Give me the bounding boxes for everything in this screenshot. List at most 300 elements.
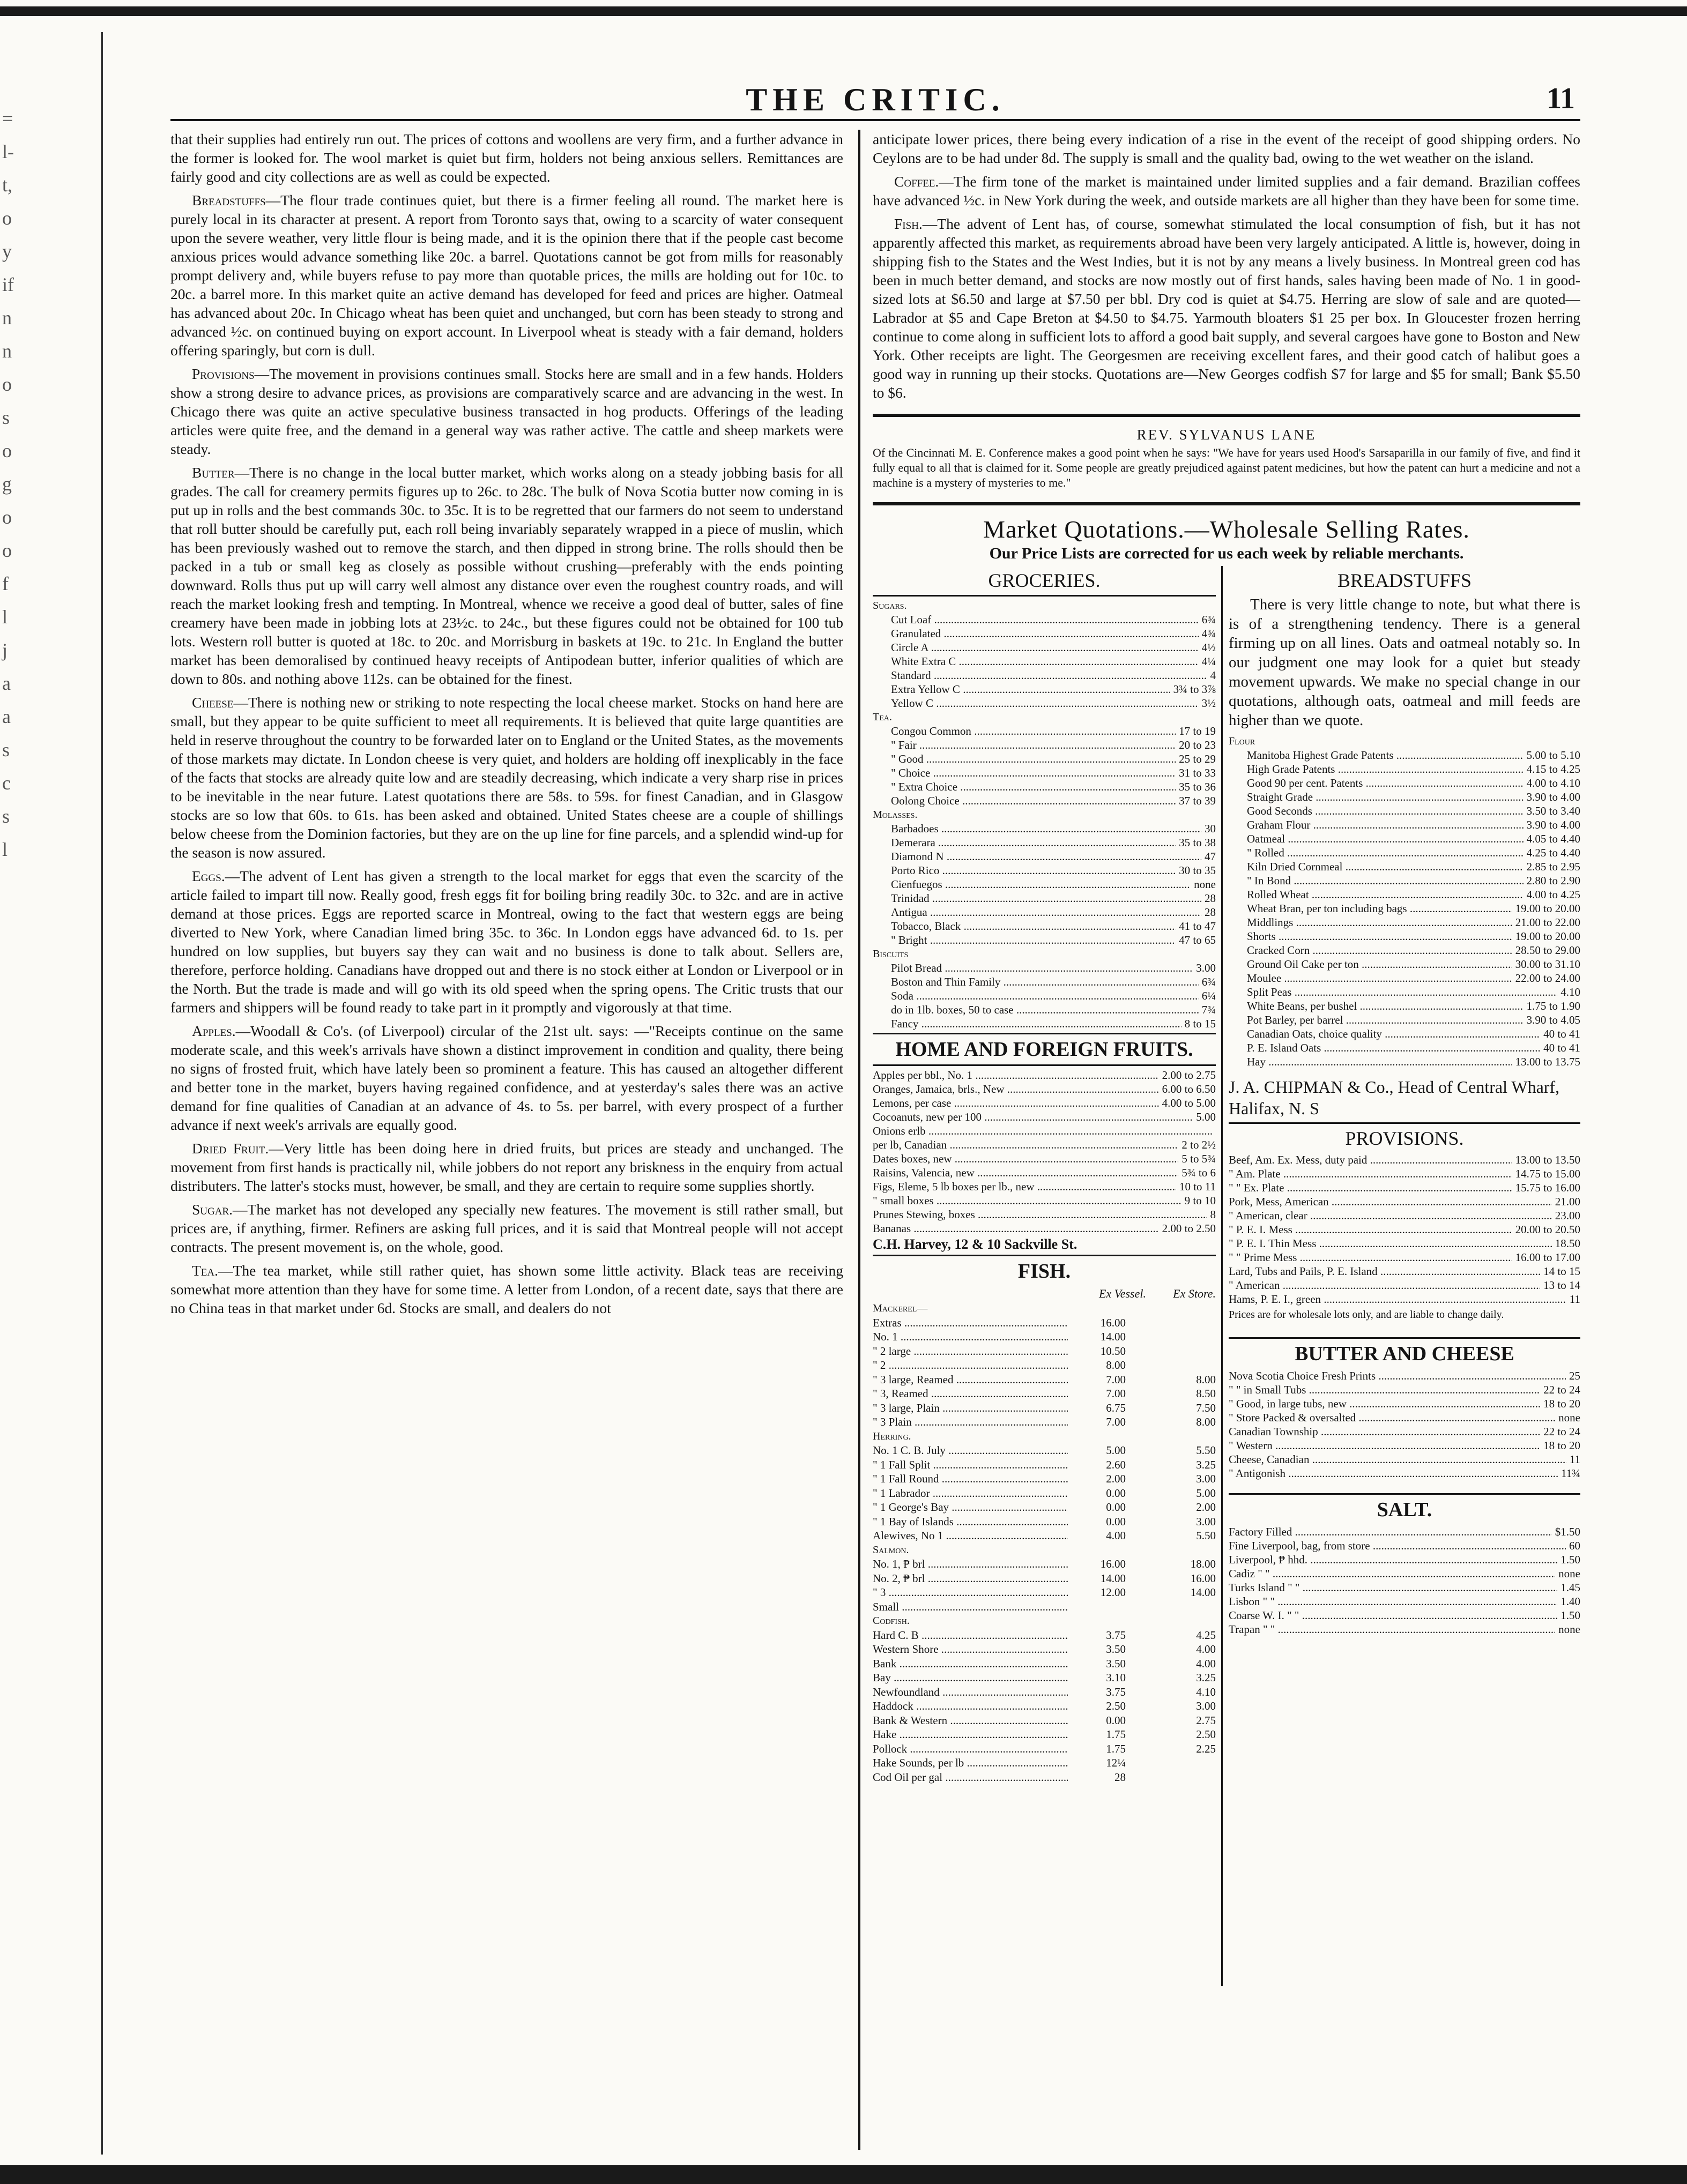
ex-store-price: 3.00 xyxy=(1196,1700,1216,1712)
table-row xyxy=(1229,846,1580,860)
item-price: 13.00 to 13.75 xyxy=(1515,1055,1580,1068)
category-label: Flour xyxy=(1229,735,1255,747)
table-category xyxy=(873,1543,1216,1557)
item-price: 3.50 to 3.40 xyxy=(1526,804,1580,817)
table-row xyxy=(873,1373,1216,1387)
item-name: Trapan " " ..... xyxy=(1229,1622,1555,1636)
item-price: 4¼ xyxy=(1201,655,1216,668)
item-name: Moulee ..... xyxy=(1229,971,1512,985)
scan-border-top xyxy=(0,0,1687,25)
item-name: Granulated ..... xyxy=(873,627,1199,640)
ex-vessel-price: 8.00 xyxy=(1106,1359,1126,1371)
item-name: " Choice ..... xyxy=(873,766,1176,780)
table-row xyxy=(873,919,1216,933)
margin-letter: a xyxy=(2,706,11,727)
item-name: High Grade Patents ..... xyxy=(1229,762,1523,776)
item-price: 4.05 to 4.40 xyxy=(1526,832,1580,845)
item-price: 1.50 xyxy=(1560,1553,1580,1566)
item-name: Standard ..... xyxy=(873,668,1207,682)
item-name: Boston and Thin Family ..... xyxy=(873,975,1199,989)
item-name: Newfoundland ..... xyxy=(873,1685,1068,1700)
item-name: Wheat Bran, per ton including bags ..... xyxy=(1229,901,1512,915)
item-name: Codfish. xyxy=(873,1615,910,1627)
item-price: 1.40 xyxy=(1560,1595,1580,1608)
table-row xyxy=(1229,1525,1580,1539)
table-row xyxy=(873,849,1216,863)
item-price: 14 to 15 xyxy=(1543,1265,1580,1278)
item-name: Cocoanuts, new per 100 ..... xyxy=(873,1110,1193,1124)
table-row xyxy=(1229,1055,1580,1069)
right-articles xyxy=(873,130,1580,402)
table-row xyxy=(1229,1594,1580,1608)
item-name: " Western ..... xyxy=(1229,1438,1540,1452)
item-name: Liverpool, ₱ hhd. ..... xyxy=(1229,1553,1557,1567)
item-price: 21.00 xyxy=(1555,1195,1580,1208)
item-price: 40 to 41 xyxy=(1543,1041,1580,1054)
article-lead: Apples xyxy=(192,1023,232,1039)
item-price: 14.75 to 15.00 xyxy=(1515,1167,1580,1180)
item-name: Cadiz " " ..... xyxy=(1229,1567,1555,1581)
item-name: " 3 large, Reamed ..... xyxy=(873,1373,1068,1387)
ex-vessel-price: 5.00 xyxy=(1106,1444,1126,1457)
ex-store-price: 2.25 xyxy=(1196,1742,1216,1755)
item-name: " P. E. I. Thin Mess ..... xyxy=(1229,1236,1552,1250)
ex-vessel-price: 3.75 xyxy=(1106,1628,1126,1642)
item-price: 35 to 38 xyxy=(1179,836,1216,849)
table-category xyxy=(873,808,1216,822)
item-name: Western Shore ..... xyxy=(873,1642,1068,1657)
table-row xyxy=(873,766,1216,780)
butter-cheese-title: BUTTER AND CHEESE xyxy=(1295,1343,1514,1365)
item-name: Canadian Oats, choice quality ..... xyxy=(1229,1027,1540,1041)
item-name: Tobacco, Black ..... xyxy=(873,919,1176,933)
fruits-title: HOME AND FOREIGN FRUITS. xyxy=(895,1038,1193,1061)
item-name: " 1 Labrador ..... xyxy=(873,1486,1068,1501)
rule xyxy=(1229,1337,1580,1339)
article-lead: Breadstuffs xyxy=(192,192,266,208)
ex-store-price: 14.00 xyxy=(1190,1586,1216,1599)
item-price: 25 xyxy=(1569,1369,1580,1382)
item-name: Turks Island " " ..... xyxy=(1229,1581,1557,1594)
item-price: 5¾ to 6 xyxy=(1181,1166,1216,1179)
item-name: " 1 Bay of Islands ..... xyxy=(873,1515,1068,1529)
ex-vessel-price: 14.00 xyxy=(1100,1330,1126,1343)
item-name: " Am. Plate ..... xyxy=(1229,1167,1512,1181)
table-row xyxy=(1229,1622,1580,1636)
table-row xyxy=(1229,1608,1580,1622)
item-name: Porto Rico ..... xyxy=(873,863,1176,877)
article-paragraph xyxy=(873,214,1580,402)
item-name: Lemons, per case ..... xyxy=(873,1096,1159,1110)
ex-vessel-price: 7.00 xyxy=(1106,1387,1126,1400)
table-row xyxy=(1229,1425,1580,1438)
table-row xyxy=(1229,1195,1580,1209)
rule xyxy=(873,595,1216,597)
table-row xyxy=(873,1727,1216,1742)
market-subcolumn-left xyxy=(873,566,1216,1784)
item-price: 25 to 29 xyxy=(1179,752,1216,765)
advert-text: Of the Cincinnati M. E. Conference makes a good point when he says: "We have for years used Hood's Sarsaparilla in our family of five, and find it fully equal to all that is claimed for it. Some people are greatly prejudiced against patent medicines, but how the patent can hurt a medicine and not a machine is a mystery of mysteries to me." xyxy=(873,446,1580,489)
table-row xyxy=(1229,874,1580,888)
item-price: 3.00 xyxy=(1196,961,1216,974)
item-name: Haddock ..... xyxy=(873,1699,1068,1713)
table-row xyxy=(1229,971,1580,985)
item-price: 22 to 24 xyxy=(1543,1383,1580,1396)
item-name: Kiln Dried Cornmeal ..... xyxy=(1229,860,1523,874)
item-name: Mackerel— xyxy=(873,1302,928,1314)
item-name: Congou Common ..... xyxy=(873,724,1176,738)
table-row xyxy=(873,613,1216,627)
article-paragraph xyxy=(170,1261,843,1317)
item-name: Alewives, No 1 ..... xyxy=(873,1529,1068,1543)
ex-store-price: 3.00 xyxy=(1196,1515,1216,1528)
table-row xyxy=(1229,1292,1580,1306)
article-paragraph xyxy=(170,463,843,688)
item-name: " 3 ..... xyxy=(873,1585,1068,1600)
breadstuffs-merchant: J. A. CHIPMAN & Co., Head of Central Wharf, Halifax, N. S xyxy=(1229,1077,1560,1118)
article-text: —The flour trade continues quiet, but there is a firmer feeling all round. The market here is purely local in its character at present. A report from Toronto says that, owing to a scarcity of water consequent upon the severe weather, very little flour is being made, and it is the opinion there that if the people cast become anxious prices would advance something like 20c. a barrel. Quotations cannot be got from mills for reasonably prompt delivery and, while buyers refuse to pay more than quotable prices, the mills are holding out for 10c. to 20c. a barrel more. In this market quite an active demand has developed for feed and prices are higher. Oatmeal has advanced about 20c. In Chicago wheat has been quiet and unchanged, but corn has been steady to strong and advanced ½c. on continued buying on export account. In Liverpool wheat is steady with a fair demand, holders offering sparingly, but corn is dull. xyxy=(170,192,843,359)
table-row xyxy=(873,1401,1216,1415)
item-price: 47 xyxy=(1205,850,1216,863)
item-name: " Bright ..... xyxy=(873,933,1176,947)
item-price: 6¾ xyxy=(1201,975,1216,988)
article-lead: Tea xyxy=(192,1262,215,1279)
table-row xyxy=(873,961,1216,975)
rule xyxy=(1229,1122,1580,1124)
table-row xyxy=(873,696,1216,710)
article-text: .—The firm tone of the market is maintained under limited supplies and a fair demand. Brazilian coffees have advanced ½c. in New York during the week, and outside markets are all higher than they have been for some time. xyxy=(873,173,1580,208)
item-price: 47 to 65 xyxy=(1179,934,1216,946)
item-price: 13 to 14 xyxy=(1543,1279,1580,1292)
article-lead: Eggs xyxy=(192,868,221,884)
item-price: 13.00 to 13.50 xyxy=(1515,1153,1580,1166)
fish-head-store: Ex Store. xyxy=(1173,1287,1216,1300)
item-price: $1.50 xyxy=(1555,1525,1580,1538)
item-price: 4½ xyxy=(1201,641,1216,654)
item-name: Raisins, Valencia, new ..... xyxy=(873,1166,1178,1180)
table-row xyxy=(873,627,1216,640)
item-price: 4.00 to 4.25 xyxy=(1526,888,1580,901)
ex-store-price: 8.00 xyxy=(1196,1373,1216,1386)
article-paragraph xyxy=(170,867,843,1017)
table-row xyxy=(873,1699,1216,1713)
item-price: 9 to 10 xyxy=(1184,1194,1216,1207)
table-row xyxy=(873,1387,1216,1401)
item-name: Herring. xyxy=(873,1430,911,1442)
item-price: 8 to 15 xyxy=(1184,1017,1216,1030)
table-category xyxy=(873,1429,1216,1444)
table-row xyxy=(873,822,1216,836)
table-row xyxy=(1229,1466,1580,1480)
scan-border-bottom xyxy=(0,2165,1687,2184)
table-row xyxy=(873,1358,1216,1373)
groceries-title: GROCERIES. xyxy=(988,570,1101,591)
margin-letter: l- xyxy=(2,141,14,162)
table-category xyxy=(873,710,1216,724)
item-price: 1.45 xyxy=(1560,1581,1580,1594)
item-price: 3.90 to 4.00 xyxy=(1526,818,1580,831)
item-name: Lisbon " " ..... xyxy=(1229,1594,1557,1608)
fish-head-vessel: Ex Vessel. xyxy=(1099,1287,1146,1300)
item-price: 60 xyxy=(1569,1539,1580,1552)
ex-vessel-price: 0.00 xyxy=(1106,1515,1126,1528)
rule xyxy=(1229,1493,1580,1495)
ex-store-price: 4.25 xyxy=(1196,1628,1216,1642)
item-price: 40 to 41 xyxy=(1543,1027,1580,1040)
item-name: " " Ex. Plate ..... xyxy=(1229,1181,1512,1195)
ex-store-price: 4.10 xyxy=(1196,1685,1216,1698)
article-lead: Dried Fruit xyxy=(192,1140,265,1157)
article-paragraph xyxy=(170,1022,843,1134)
article-text: —There is no change in the local butter market, which works along on a steady jobbing basis for all grades. The call for creamery permits figures up to 26c. to 28c. The bulk of Nova Scotia butter now coming in is put up in rolls and the best commands 30c. to 35c. It is to be regretted that our farmers do not seem to understand that roll butter should be carefully put, each roll being invariably separately wrapped in a piece of muslin, which has been previously washed out to remove the starch, and then dipped in strong brine. The rolls should then be packed in a tub or small keg as closely as possible without crushing—preferably with the ends pointing downward. Rolls thus put up will carry well almost any distance over even the roughest country roads, and will reach the market looking fresh and tempting. In Montreal, whence we receive a good deal of butter, sales of fine creamery have been made in jobbing lots at 23½c. to 24c., but these figures could not be obtained for 100 tub lots. Western roll butter is quoted at 18c. to 20c. and Morrisburg in baskets at 19c. to 21c. In England the butter market has been demoralised by continued heavy receipts of Antipodean butter, inferior qualities of which are down to 80s. and nothing above 112s. can be obtained for the finest. xyxy=(170,464,843,687)
item-price: 5.00 to 5.10 xyxy=(1526,749,1580,762)
ex-store-price: 2.00 xyxy=(1196,1501,1216,1514)
item-name: " In Bond ..... xyxy=(1229,874,1523,888)
item-price: 28.50 to 29.00 xyxy=(1515,944,1580,957)
item-price: 35 to 36 xyxy=(1179,780,1216,793)
item-name: Oranges, Jamaica, brls., New ..... xyxy=(873,1082,1159,1096)
item-price: 31 to 33 xyxy=(1179,766,1216,779)
item-name: Antigua ..... xyxy=(873,905,1201,919)
item-name: Soda ..... xyxy=(873,989,1199,1003)
table-row xyxy=(873,933,1216,947)
salt-title: SALT. xyxy=(1377,1499,1432,1521)
article-text: —The movement in provisions continues small. Stocks here are small and in a few hands. Holders show a strong desire to advance prices, as provisions are comparatively scarce and are advancing in the west. In Chicago there was quite an active speculative business transacted in hog products. Offerings of the leading articles were quite free, and the demand in a general way was rather active. The cattle and sheep markets were steady. xyxy=(170,366,843,457)
margin-letter: f xyxy=(2,573,9,594)
ex-vessel-price: 3.10 xyxy=(1106,1671,1126,1684)
item-price: 18 to 20 xyxy=(1543,1439,1580,1452)
table-row xyxy=(1229,1250,1580,1264)
table-row xyxy=(1229,1209,1580,1223)
table-row xyxy=(873,1443,1216,1458)
ex-vessel-price: 7.00 xyxy=(1106,1373,1126,1386)
table-row xyxy=(1229,1452,1580,1466)
table-row xyxy=(873,1316,1216,1330)
item-name: Shorts ..... xyxy=(1229,929,1512,943)
table-row xyxy=(873,1068,1216,1082)
item-name: per lb, Canadian ..... xyxy=(873,1138,1178,1152)
provisions-note: Prices are for wholesale lots only, and are liable to change daily. xyxy=(1229,1309,1504,1321)
table-row xyxy=(1229,748,1580,762)
margin-letter: o xyxy=(2,207,12,229)
item-price: 20.00 to 20.50 xyxy=(1515,1223,1580,1236)
item-name: Dates boxes, new ..... xyxy=(873,1152,1178,1166)
ex-vessel-price: 4.00 xyxy=(1106,1529,1126,1542)
fruits-merchant: C.H. Harvey, 12 & 10 Sackville St. xyxy=(873,1236,1077,1252)
article-text: .—The advent of Lent has given a strength to the local market for eggs that even the scarcity of the article failed to impart till now. Really good, fresh eggs fit for boiling bring readily 30c. to 32c. and are in active demand at those prices. Eggs are reported scarce in Montreal, owing to the fact that western eggs are being diverted to New York, where Canadian limed bring 35c. to 36c. In London eggs have advanced 6d. to 1s. per hundred on low supplies, but buyers say they can wait and no business is done to talk about. Sellers are, therefore, perforce holding. Canadians have dropped out and there is no stock either at London or Liverpool or in the North. But the trade is made and will go with its old speed when the spring opens. The Critic trusts that our farmers and shippers will be found ready to take part in it promptly and vigorously at that time. xyxy=(170,868,843,1016)
item-name: Cracked Corn ..... xyxy=(1229,943,1512,957)
ex-store-price: 8.00 xyxy=(1196,1415,1216,1428)
table-row xyxy=(1229,1223,1580,1236)
ex-store-price: 4.00 xyxy=(1196,1657,1216,1670)
page-number: 11 xyxy=(1547,82,1575,115)
item-name: Cut Loaf ..... xyxy=(873,613,1199,627)
left-column xyxy=(170,130,843,2156)
item-name: Hake ..... xyxy=(873,1727,1068,1742)
market-subcolumn-rule xyxy=(1221,566,1223,1986)
category-label: Molasses. xyxy=(873,809,918,821)
item-price: 18 to 20 xyxy=(1543,1397,1580,1410)
table-row xyxy=(1229,1181,1580,1195)
item-name: Beef, Am. Ex. Mess, duty paid ..... xyxy=(1229,1153,1512,1167)
margin-letter: g xyxy=(2,473,12,495)
table-row xyxy=(1229,762,1580,776)
article-lead: Butter xyxy=(192,464,235,481)
item-name: " " in Small Tubs ..... xyxy=(1229,1383,1540,1397)
item-price: 19.00 to 20.00 xyxy=(1515,902,1580,915)
table-row xyxy=(1229,957,1580,971)
item-name: Bananas ..... xyxy=(873,1221,1159,1235)
item-name: Hay ..... xyxy=(1229,1055,1512,1069)
right-column xyxy=(873,130,1580,2156)
item-price: 2 to 2½ xyxy=(1181,1138,1216,1151)
table-category xyxy=(873,1301,1216,1316)
item-price: 41 to 47 xyxy=(1179,920,1216,933)
item-name: Cienfuegos ..... xyxy=(873,877,1191,891)
item-price: 28 xyxy=(1205,906,1216,919)
article-text: .—Very little has been doing here in dried fruits, but prices are steady and unchanged. The movement from first hands is practically nil, while jobbers do not report any briskness in the enquiry from actual distributers. The latter's stocks must, however, be small, and they are certain to require some supplies shortly. xyxy=(170,1140,843,1194)
item-name: P. E. Island Oats ..... xyxy=(1229,1041,1540,1055)
article-text: anticipate lower prices, there being every indication of a rise in the event of the receipt of good shipping orders. No Ceylons are to be had under 8d. The supply is small and the quality bad, owing to the wet weather on the island. xyxy=(873,131,1580,166)
item-name: Extras ..... xyxy=(873,1316,1068,1330)
margin-letter: s xyxy=(2,739,10,761)
table-row xyxy=(873,1628,1216,1643)
article-paragraph xyxy=(170,1139,843,1195)
item-name: " Good ..... xyxy=(873,752,1176,766)
item-name: do in 1lb. boxes, 50 to case ..... xyxy=(873,1003,1199,1017)
item-price: 4¾ xyxy=(1201,627,1216,640)
item-name: " American, clear ..... xyxy=(1229,1209,1552,1223)
salt-table xyxy=(1229,1525,1580,1636)
fish-title: FISH. xyxy=(1017,1260,1071,1283)
ex-vessel-price: 3.75 xyxy=(1106,1685,1126,1698)
item-price: 30.00 to 31.10 xyxy=(1515,958,1580,971)
article-text: .—The tea market, while still rather quiet, has shown some little activity. Black teas are receiving somewhat more attention than they have for some time. A letter from London, of a recent date, says that there are no China teas in that market under 6d. Stocks are small, and dealers do not xyxy=(170,1262,843,1316)
item-name: Pork, Mess, American ..... xyxy=(1229,1195,1552,1209)
table-row xyxy=(873,1082,1216,1096)
item-name: Factory Filled ..... xyxy=(1229,1525,1552,1539)
fish-column-headers xyxy=(873,1286,1216,1301)
ex-store-price: 2.75 xyxy=(1196,1713,1216,1727)
item-price: none xyxy=(1558,1411,1580,1424)
margin-letter: t, xyxy=(2,174,13,196)
item-price: 10 to 11 xyxy=(1179,1180,1216,1193)
table-row xyxy=(873,975,1216,989)
ex-vessel-price: 14.00 xyxy=(1100,1571,1126,1585)
item-price: 5 to 5¾ xyxy=(1181,1152,1216,1165)
table-row xyxy=(1229,929,1580,943)
table-row xyxy=(873,1415,1216,1429)
table-row xyxy=(873,1500,1216,1515)
table-row xyxy=(873,724,1216,738)
article-paragraph xyxy=(170,191,843,360)
article-lead: Fish xyxy=(894,215,919,232)
newspaper-page xyxy=(170,80,1580,2160)
item-name: " small boxes ..... xyxy=(873,1194,1181,1207)
item-price: 6¼ xyxy=(1201,989,1216,1002)
ex-store-price: 8.50 xyxy=(1196,1387,1216,1400)
margin-letter: if xyxy=(2,274,14,295)
table-row xyxy=(873,891,1216,905)
item-price: 3½ xyxy=(1201,697,1216,710)
table-row xyxy=(873,1152,1216,1166)
item-name: Salmon. xyxy=(873,1544,909,1556)
item-name: Bank & Western ..... xyxy=(873,1713,1068,1728)
item-name: Hams, P. E. I., green ..... xyxy=(1229,1292,1566,1306)
item-name: Rolled Wheat ..... xyxy=(1229,888,1523,901)
ex-vessel-price: 2.50 xyxy=(1106,1700,1126,1712)
table-row xyxy=(1229,1383,1580,1397)
item-price: 4.25 to 4.40 xyxy=(1526,846,1580,859)
item-name: Oolong Choice ..... xyxy=(873,794,1176,808)
margin-letter: = xyxy=(2,108,13,129)
item-name: Extra Yellow C ..... xyxy=(873,682,1170,696)
item-name: White Extra C ..... xyxy=(873,654,1199,668)
item-price: none xyxy=(1194,878,1216,891)
item-name: Circle A ..... xyxy=(873,640,1199,654)
item-name: Manitoba Highest Grade Patents ..... xyxy=(1229,748,1523,762)
item-price: 2.80 to 2.90 xyxy=(1526,874,1580,887)
ex-vessel-price: 0.00 xyxy=(1106,1486,1126,1500)
item-price: 37 to 39 xyxy=(1179,794,1216,807)
item-name: " 1 George's Bay ..... xyxy=(873,1500,1068,1515)
ex-vessel-price: 28 xyxy=(1114,1770,1126,1784)
ex-vessel-price: 16.00 xyxy=(1100,1316,1126,1329)
item-price: 22.00 to 24.00 xyxy=(1515,972,1580,985)
table-row xyxy=(873,1458,1216,1472)
margin-letter: o xyxy=(2,540,12,561)
ex-vessel-price: 0.00 xyxy=(1106,1501,1126,1514)
ex-vessel-price: 12¼ xyxy=(1106,1756,1126,1769)
groceries-table xyxy=(873,599,1216,1031)
ex-store-price: 18.00 xyxy=(1190,1557,1216,1570)
article-text: that their supplies had entirely run out. The prices of cottons and woollens are very firm, and a further advance in the former is looked for. The wool market is quiet but firm, holders not being anxious sellers. Remittances are fairly good and city collections are as well as could be expected. xyxy=(170,131,843,185)
article-lead: Provisions xyxy=(192,366,255,382)
provisions-title: PROVISIONS. xyxy=(1345,1128,1464,1149)
ex-vessel-price: 0.00 xyxy=(1106,1713,1126,1727)
table-row xyxy=(873,682,1216,696)
table-row xyxy=(1229,1567,1580,1581)
ex-store-price: 5.50 xyxy=(1196,1444,1216,1457)
item-name: " Store Packed & oversalted ..... xyxy=(1229,1411,1555,1425)
table-category xyxy=(873,599,1216,613)
item-name: Figs, Eleme, 5 lb boxes per lb., new ..... xyxy=(873,1180,1176,1194)
item-name: " Good, in large tubs, new ..... xyxy=(1229,1397,1540,1411)
table-row xyxy=(1229,888,1580,901)
table-row xyxy=(1229,999,1580,1013)
item-name: " Fair ..... xyxy=(873,738,1176,752)
item-price: 1.75 to 1.90 xyxy=(1526,1000,1580,1012)
item-name: Straight Grade ..... xyxy=(1229,790,1523,804)
item-price: 11¾ xyxy=(1561,1467,1580,1480)
provisions-table xyxy=(1229,1153,1580,1306)
market-subcolumn-right xyxy=(1229,566,1580,1636)
table-row xyxy=(1229,804,1580,818)
item-price: 4.15 to 4.25 xyxy=(1526,763,1580,776)
table-row xyxy=(873,1110,1216,1124)
table-row xyxy=(1229,1581,1580,1594)
table-row xyxy=(1229,1153,1580,1167)
item-name: Coarse W. I. " " ..... xyxy=(1229,1608,1557,1622)
item-name: " 2 large ..... xyxy=(873,1344,1068,1359)
item-price: 4.10 xyxy=(1560,986,1580,998)
item-name: Oatmeal ..... xyxy=(1229,832,1523,846)
item-name: " 3 large, Plain ..... xyxy=(873,1401,1068,1415)
item-name: " Extra Choice ..... xyxy=(873,780,1176,794)
table-row xyxy=(873,836,1216,849)
page-header xyxy=(170,80,1580,121)
item-price: 6¾ xyxy=(1201,613,1216,626)
